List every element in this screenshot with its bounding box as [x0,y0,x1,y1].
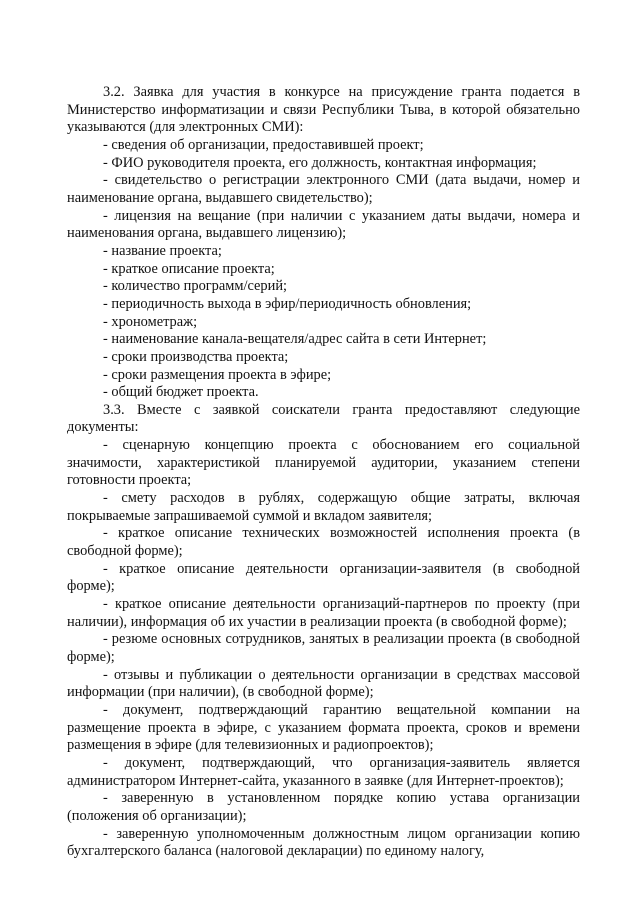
list-item: - сроки размещения проекта в эфире; [103,366,332,383]
list-item: - отзывы и публикации о деятельности организации в средствах массовой информации (при наличии), (в свободной форме); [67,666,580,701]
list-item: - заверенную уполномоченным должностным лицом организации копию бухгалтерского баланса (налоговой декларации) по единому налогу, [67,825,580,860]
list-item: - сценарную концепцию проекта с обоснованием его социальной значимости, характеристикой планируемой аудитории, указанием степени готовности проекта; [67,437,580,489]
list-item: - документ, подтверждающий гарантию вещательной компании на размещение проекта в эфире, с указанием формата проекта, сроков и времени размещения в эфире (для телевизионных и радиопроектов); [67,701,580,754]
document-body [67,84,580,861]
list-item: - краткое описание деятельности организаций-партнеров по проекту (при наличии), информация об их участии в реализации проекта (в свободной форме); [67,596,580,630]
list-item: - хронометраж; [103,313,198,330]
list-item: - ФИО руководителя проекта, его должность, контактная информация; [103,154,537,171]
list-item: - сроки производства проекта; [103,348,289,365]
list-item: - общий бюджет проекта. [103,384,259,401]
list-item: - краткое описание технических возможностей исполнения проекта (в свободной форме); [67,525,580,560]
paragraph: 3.3. Вместе с заявкой соискатели гранта предоставляют следующие документы: [67,401,580,436]
list-item: - заверенную в установленном порядке копию устава организации (положения об организации); [67,790,580,824]
list-item: - лицензия на вещание (при наличии с указанием даты выдачи, номера и наименования органа, выдавшего лицензию); [67,207,580,242]
list-item: - название проекта; [103,242,222,259]
list-item: - количество программ/серий; [103,278,288,295]
paragraph: 3.2. Заявка для участия в конкурсе на присуждение гранта подается в Министерство информатизации и связи Республики Тыва, в которой обязательно указываются (для электронных СМИ): [67,84,580,136]
list-item: - резюме основных сотрудников, занятых в реализации проекта (в свободной форме); [67,631,580,665]
list-item: - наименование канала-вещателя/адрес сайта в сети Интернет; [103,331,487,348]
list-item: - документ, подтверждающий, что организация-заявитель является администратором Интернет-сайта, указанного в заявке (для Интернет-проектов); [67,754,580,789]
list-item: - сведения об организации, предоставившей проект; [103,136,424,153]
list-item: - краткое описание деятельности организации-заявителя (в свободной форме); [67,560,580,595]
list-item: - краткое описание проекта; [103,260,275,277]
list-item: - свидетельство о регистрации электронного СМИ (дата выдачи, номер и наименование органа, выдавшего свидетельство); [67,172,580,206]
list-item: - периодичность выхода в эфир/периодичность обновления; [103,295,472,312]
list-item: - смету расходов в рублях, содержащую общие затраты, включая покрываемые запрашиваемой суммой и вкладом заявителя; [67,490,580,524]
